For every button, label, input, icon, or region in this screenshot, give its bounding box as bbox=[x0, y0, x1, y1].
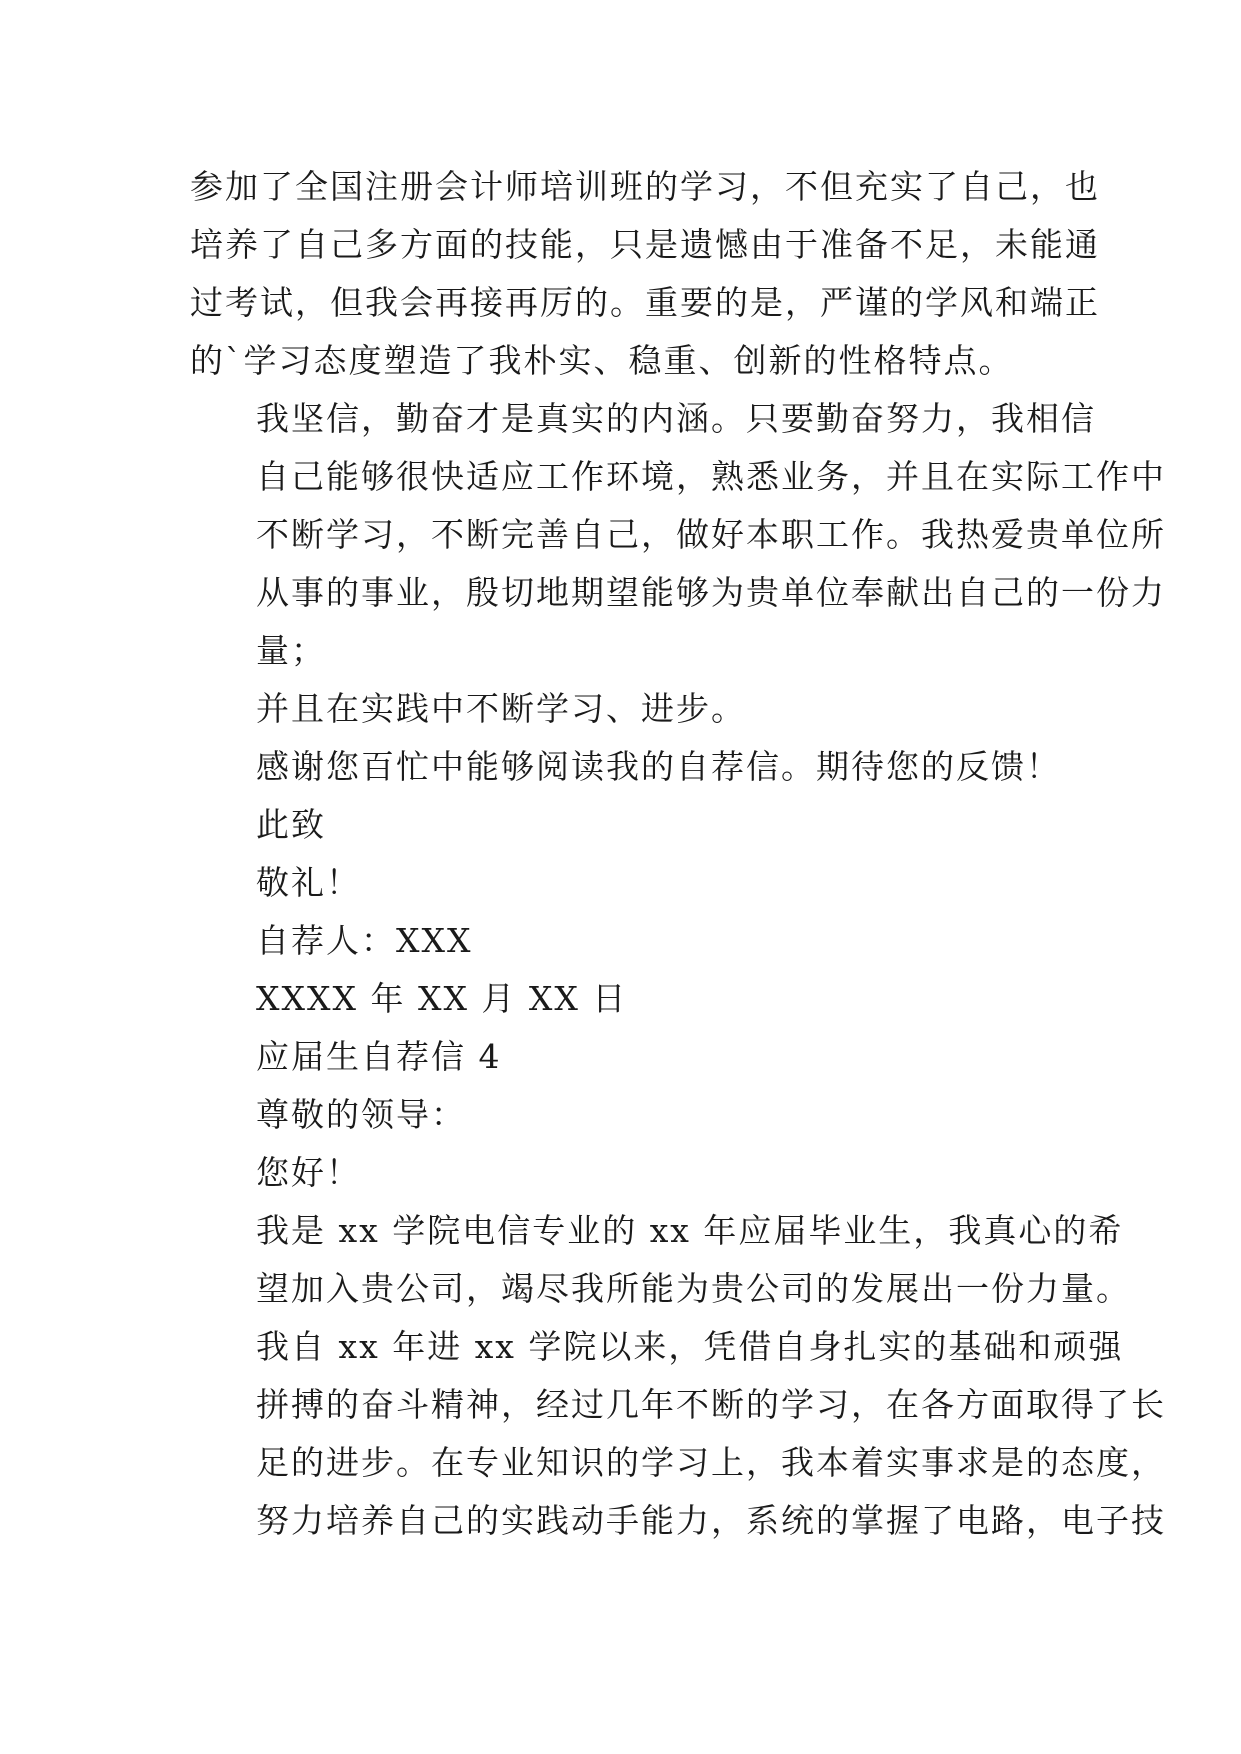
text-line: 过考试，但我会再接再厉的。重要的是，严谨的学风和端正 bbox=[190, 283, 1100, 322]
text-line: 的`学习态度塑造了我朴实、稳重、创新的性格特点。 bbox=[190, 341, 1014, 380]
closing-regards bbox=[190, 854, 1070, 912]
paragraph-continue-learning bbox=[190, 680, 1070, 738]
text-line: 培养了自己多方面的技能，只是遗憾由于准备不足，未能通 bbox=[190, 225, 1100, 264]
paragraph-college-experience bbox=[190, 1318, 1166, 1550]
text-line: 我自 xx 年进 xx 学院以来，凭借自身扎实的基础和顽强 bbox=[256, 1327, 1124, 1366]
text-line: 我是 xx 学院电信专业的 xx 年应届毕业生，我真心的希 bbox=[256, 1211, 1124, 1250]
text-line: 感谢您百忙中能够阅读我的自荐信。期待您的反馈！ bbox=[256, 747, 1061, 786]
paragraph-introduction bbox=[190, 1202, 1131, 1318]
text-line: 自荐人：XXX bbox=[256, 921, 473, 960]
text-line: 自己能够很快适应工作环境，熟悉业务，并且在实际工作中 bbox=[256, 457, 1166, 496]
paragraph-study-experience bbox=[190, 158, 1100, 390]
text-line: 敬礼！ bbox=[256, 863, 361, 902]
greeting-hello bbox=[190, 1144, 1070, 1202]
text-line: 努力培养自己的实践动手能力，系统的掌握了电路，电子技 bbox=[256, 1501, 1166, 1540]
greeting-recipient bbox=[190, 1086, 1070, 1144]
text-line: 从事的事业，殷切地期望能够为贵单位奉献出自己的一份力 bbox=[256, 573, 1166, 612]
document-page bbox=[190, 158, 1166, 1550]
text-line: 尊敬的领导： bbox=[256, 1095, 466, 1134]
signature-name bbox=[190, 912, 1070, 970]
text-line: 不断学习，不断完善自己，做好本职工作。我热爱贵单位所 bbox=[256, 515, 1166, 554]
paragraph-diligence bbox=[190, 390, 1166, 680]
text-line: 此致 bbox=[256, 805, 326, 844]
text-line: 量； bbox=[256, 631, 326, 670]
text-line: 拼搏的奋斗精神，经过几年不断的学习，在各方面取得了长 bbox=[256, 1385, 1166, 1424]
text-line: XXXX 年 XX 月 XX 日 bbox=[256, 979, 628, 1018]
text-line: 望加入贵公司，竭尽我所能为贵公司的发展出一份力量。 bbox=[256, 1269, 1131, 1308]
section-title bbox=[190, 1028, 1070, 1086]
text-line: 我坚信，勤奋才是真实的内涵。只要勤奋努力，我相信 bbox=[256, 399, 1096, 438]
text-line: 并且在实践中不断学习、进步。 bbox=[256, 689, 746, 728]
paragraph-thanks bbox=[190, 738, 1070, 796]
text-line: 应届生自荐信 4 bbox=[256, 1037, 502, 1076]
closing-salutation bbox=[190, 796, 1070, 854]
text-line: 足的进步。在专业知识的学习上，我本着实事求是的态度， bbox=[256, 1443, 1166, 1482]
text-line: 参加了全国注册会计师培训班的学习，不但充实了自己，也 bbox=[190, 167, 1100, 206]
text-line: 您好！ bbox=[256, 1153, 361, 1192]
signature-date bbox=[190, 970, 1070, 1028]
